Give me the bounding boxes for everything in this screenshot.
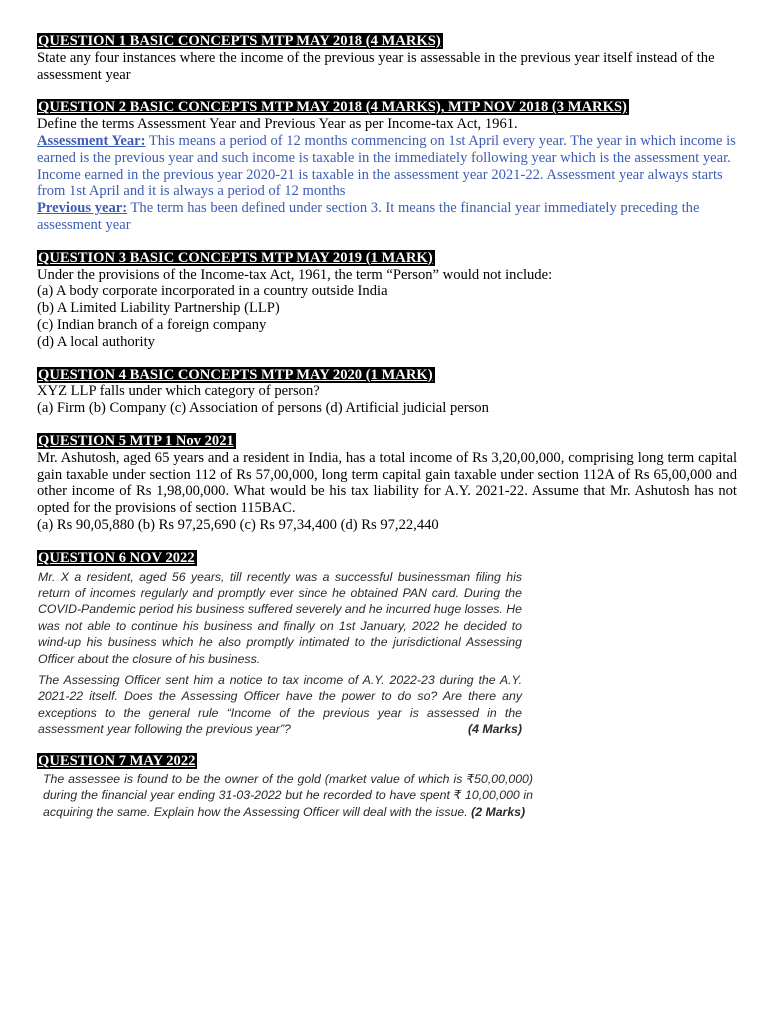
option-d: (d) A local authority (37, 333, 155, 350)
question-1 (37, 33, 737, 83)
scanned-question-text (43, 771, 533, 820)
document-page (37, 33, 737, 836)
option-a: (a) A body corporate incorporated in a country outside India (37, 283, 388, 300)
paragraph: The assessee is found to be the owner of the gold (market value of which is ₹50,00,000) during the financial year ending 31-03-2022 but he recorded to have spent ₹ 10,00,000 in acquiring the same. Explain how the Assessing Officer will deal with the issue. (2 Marks) (43, 771, 533, 819)
question-7 (37, 753, 737, 820)
question-heading: QUESTION 6 NOV 2022 (38, 549, 195, 566)
answer-label: Previous year: (37, 200, 128, 217)
question-6 (37, 550, 737, 737)
marks-label: (4 Marks) (468, 721, 522, 736)
question-5 (37, 433, 737, 534)
options-line: (a) Firm (b) Company (c) Association of persons (d) Artificial judicial person (37, 400, 489, 417)
question-text: Under the provisions of the Income-tax Act, 1961, the term “Person” would not include: (37, 266, 553, 283)
question-text: Define the terms Assessment Year and Previous Year as per Income-tax Act, 1961. (37, 116, 518, 133)
answer-assessment-year (37, 133, 737, 200)
question-text: XYZ LLP falls under which category of person? (37, 383, 320, 400)
option-b: (b) A Limited Liability Partnership (LLP) (37, 300, 280, 317)
question-heading: QUESTION 2 BASIC CONCEPTS MTP MAY 2018 (4 MARKS), MTP NOV 2018 (3 MARKS) (38, 99, 627, 116)
question-heading: QUESTION 7 MAY 2022 (38, 752, 196, 769)
answer-previous-year (37, 200, 737, 234)
scanned-question-text (38, 569, 522, 737)
answer-label: Assessment Year: (37, 132, 146, 149)
question-2 (37, 99, 737, 233)
question-text: State any four instances where the income of the previous year is assessable in the previous year itself instead of the assessment year (37, 49, 715, 83)
question-heading: QUESTION 3 BASIC CONCEPTS MTP MAY 2019 (1 MARK) (38, 249, 433, 266)
options-line: (a) Rs 90,05,880 (b) Rs 97,25,690 (c) Rs 97,34,400 (d) Rs 97,22,440 (37, 516, 439, 533)
marks-label: (2 Marks) (471, 804, 526, 819)
question-heading: QUESTION 5 MTP 1 Nov 2021 (38, 432, 234, 449)
question-3 (37, 250, 737, 351)
answer-text: This means a period of 12 months commencing on 1st April every year. The year in which income is earned is the previous year and such income is taxable in the immediately following year which is the assessment year. Income earned in the previous year 2020-21 is taxable in the assessment year 2021-22. Assessment year always starts from 1st April and it is always a period of 12 months (37, 132, 736, 200)
question-heading: QUESTION 1 BASIC CONCEPTS MTP MAY 2018 (4 MARKS) (38, 33, 441, 49)
option-c: (c) Indian branch of a foreign company (37, 316, 267, 333)
paragraph: Mr. X a resident, aged 56 years, till recently was a successful businessman filing his return of incomes regularly and promptly ever since he obtained PAN card. During the COVID-Pandemic period his business suffered severely and he incurred huge losses. He was not able to continue his business and finally on 1st January, 2022 he decided to wind-up his business which he also promptly intimated to the jurisdictional Assessing Officer about the closure of his business. (38, 569, 522, 666)
answer-text: The term has been defined under section 3. It means the financial year immediately preceding the assessment year (37, 200, 700, 233)
question-text: Mr. Ashutosh, aged 65 years and a resident in India, has a total income of Rs 3,20,00,000, comprising long term capital gain taxable under section 112 of Rs 57,00,000, long term capital gain taxable under section 112A of Rs 65,00,000 and other income of Rs 1,98,00,000. What would be his tax liability for A.Y. 2021-22. Assume that Mr. Ashutosh has not opted for the provisions of section 115BAC. (37, 449, 737, 517)
question-heading: QUESTION 4 BASIC CONCEPTS MTP MAY 2020 (1 MARK) (38, 366, 433, 383)
question-4 (37, 367, 737, 417)
paragraph: The Assessing Officer sent him a notice to tax income of A.Y. 2022-23 during the A.Y. 2021-22 itself. Does the Assessing Officer have the power to do so? Are there any exceptions to the general rule “Income of the previous year is assessed in the assessment year following the previous year”? (38, 672, 522, 737)
